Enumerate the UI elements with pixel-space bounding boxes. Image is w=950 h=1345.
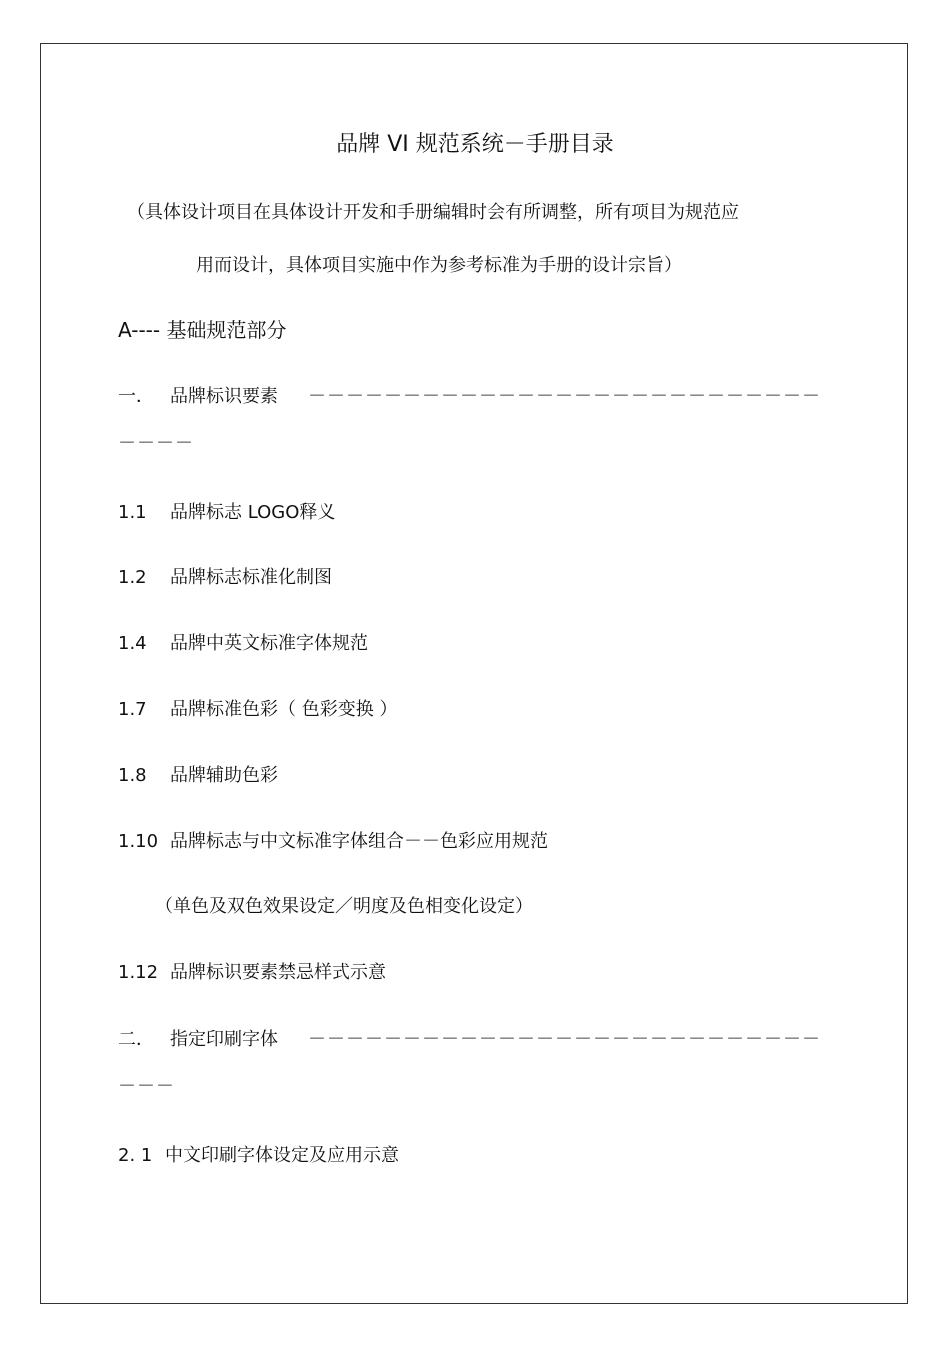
chapter-1-title: 品牌标识要素 [170,386,278,407]
toc-item-subtext: （单色及双色效果设定／明度及色相变化设定） [155,896,533,917]
chapter-1-leader-continued: －－－－ [118,433,194,454]
toc-item-text: 品牌标识要素禁忌样式示意 [170,962,386,983]
note-line-2: 用而设计，具体项目实施中作为参考标准为手册的设计宗旨） [196,255,682,276]
toc-item-number: 1.7 [118,699,147,720]
chapter-2-leader-continued: －－－ [118,1076,175,1097]
chapter-2-title: 指定印刷字体 [170,1029,278,1050]
toc-item-number: 1.2 [118,567,147,588]
page-border [40,43,908,1304]
toc-item-number: 1.1 [118,502,147,523]
page-title: 品牌 VI 规范系统－手册目录 [336,132,614,157]
note-line-1: （具体设计项目在具体设计开发和手册编辑时会有所调整，所有项目为规范应 [127,202,739,223]
chapter-1-number: 一． [118,386,154,407]
toc-item-text: 品牌标志标准化制图 [170,567,332,588]
section-a-heading: A---- 基础规范部分 [118,318,287,342]
toc-item-number: 1.8 [118,765,147,786]
toc-item-text: 中文印刷字体设定及应用示意 [165,1145,399,1166]
toc-item-number: 1.4 [118,633,147,654]
toc-item-number: 1.10 [118,831,159,852]
toc-item-text: 品牌标志与中文标准字体组合－－色彩应用规范 [170,831,548,852]
toc-item-text: 品牌标志 LOGO释义 [170,502,336,523]
toc-item-number: 1.12 [118,962,159,983]
chapter-2-number: 二． [118,1029,154,1050]
toc-item-number: 2. 1 [118,1145,153,1166]
toc-item-text: 品牌辅助色彩 [170,765,278,786]
chapter-1-leader: －－－－－－－－－－－－－－－－－－－－－－－－－－－ [308,386,821,407]
toc-item-text: 品牌中英文标准字体规范 [170,633,368,654]
chapter-2-leader: －－－－－－－－－－－－－－－－－－－－－－－－－－－ [308,1029,821,1050]
toc-item-text: 品牌标准色彩（ 色彩变换 ） [170,699,398,720]
